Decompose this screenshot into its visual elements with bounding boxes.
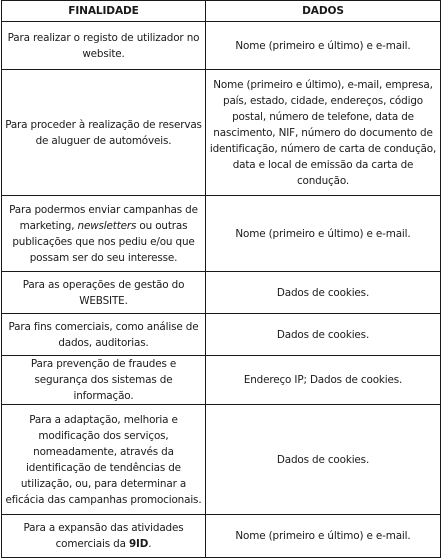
- data-cell: Dados de cookies.: [206, 314, 441, 356]
- company-name: 9ID: [128, 538, 149, 550]
- data-cell: Nome (primeiro e último), e-mail, empresa, país, estado, cidade, endereços, código postal, número de telefone, data de nascimento, NIF, número do documento de identificação, número de carta de condução, data e local de emissão da carta de condução.: [206, 70, 441, 196]
- purpose-cell: [2, 196, 206, 272]
- data-cell: Dados de cookies.: [206, 272, 441, 314]
- table-header-row: [2, 1, 441, 22]
- purpose-cell: Para prevenção de fraudes e segurança dos sistemas de informação.: [2, 356, 206, 405]
- data-cell: Endereço IP; Dados de cookies.: [206, 356, 441, 405]
- purpose-cell: [2, 515, 206, 558]
- purpose-text: .: [148, 538, 152, 550]
- purpose-cell: Para a adaptação, melhoria e modificação dos serviços, nomeadamente, através da identificação de tendências de utilização, ou, para determinar a eficácia das campanhas promocionais.: [2, 405, 206, 515]
- data-cell: Dados de cookies.: [206, 405, 441, 515]
- table-row: [2, 22, 441, 70]
- table-row: [2, 70, 441, 196]
- table-row: [2, 405, 441, 515]
- header-data: DADOS: [206, 1, 441, 22]
- newsletters-emphasis: newsletters: [77, 219, 137, 232]
- data-cell: Nome (primeiro e último) e e-mail.: [206, 196, 441, 272]
- data-cell: Nome (primeiro e último) e e-mail.: [206, 22, 441, 70]
- purpose-cell: Para as operações de gestão do WEBSITE.: [2, 272, 206, 314]
- table-row: [2, 314, 441, 356]
- table-row: [2, 196, 441, 272]
- table-row: [2, 356, 441, 405]
- table-row: [2, 515, 441, 558]
- purpose-text: Para a expansão das atividades comerciais da: [23, 522, 184, 550]
- table-row: [2, 272, 441, 314]
- purpose-cell: Para fins comerciais, como análise de dados, auditorias.: [2, 314, 206, 356]
- purpose-cell: Para realizar o registo de utilizador no website.: [2, 22, 206, 70]
- data-processing-table: [1, 0, 441, 558]
- purpose-cell: Para proceder à realização de reservas de aluguer de automóveis.: [2, 70, 206, 196]
- purpose-text: ou outras publicações que nos pediu e/ou que possam ser do seu interesse.: [12, 219, 195, 264]
- header-purpose: FINALIDADE: [2, 1, 206, 22]
- purpose-text: Para podermos enviar campanhas de marketing,: [9, 203, 198, 232]
- data-cell: Nome (primeiro e último) e e-mail.: [206, 515, 441, 558]
